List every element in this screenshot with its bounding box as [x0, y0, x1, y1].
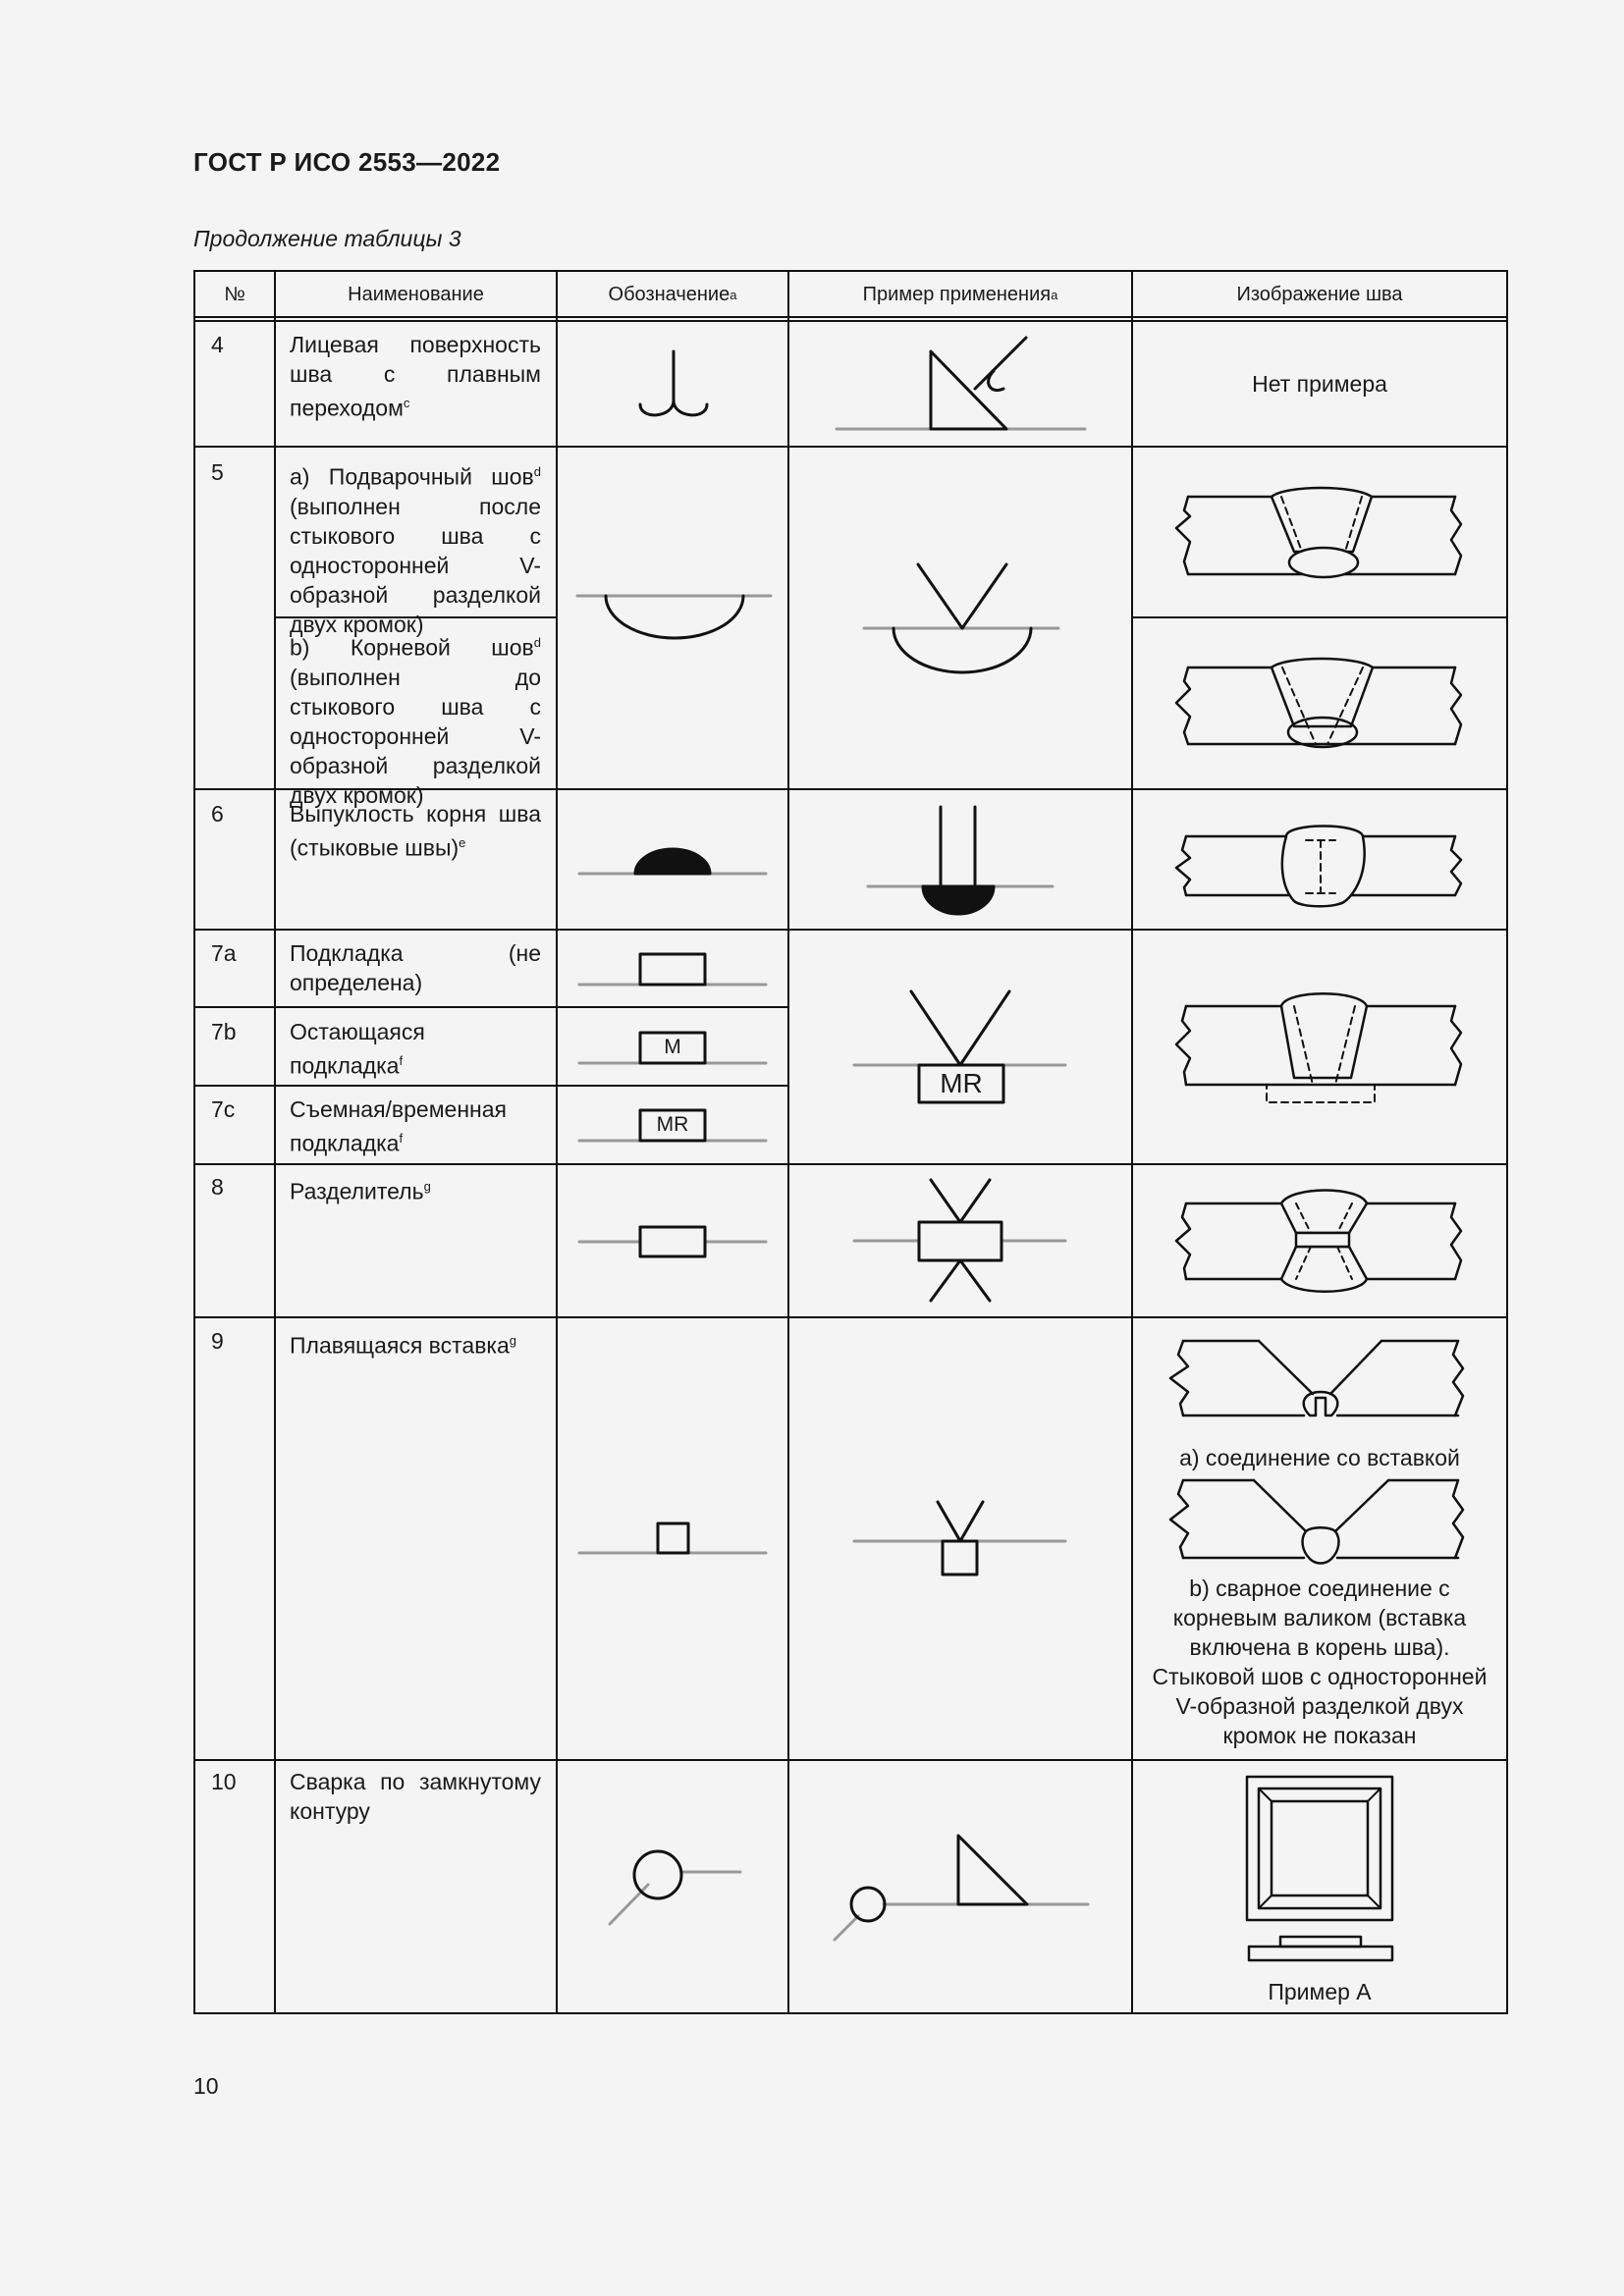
row-number: 7a: [211, 940, 237, 966]
backing-unspecified-symbol-icon: [579, 954, 766, 985]
row-name: Выпуклость корня шва (стыковые швы)$^e$: [290, 801, 541, 861]
backing-image-icon: [1176, 993, 1461, 1102]
spacer-symbol-icon: [579, 1227, 766, 1256]
row-name: Лицевая поверхность шва с плавным переходом$^c$: [290, 332, 541, 421]
backing-weld-example-icon: [864, 564, 1058, 672]
root-run-weld-image-icon: [1176, 659, 1461, 747]
header-number: №: [224, 283, 245, 305]
row-number: 6: [211, 801, 224, 827]
insert-root-run-image-icon: [1170, 1480, 1463, 1564]
insert-joint-image-icon: [1170, 1341, 1463, 1415]
root-convexity-symbol-icon: [579, 849, 766, 874]
permanent-backing-symbol-icon: [579, 1033, 766, 1063]
row-name: Разделитель$^g$: [290, 1178, 431, 1204]
all-around-image-icon: [1247, 1777, 1392, 1960]
root-convexity-image-icon: [1176, 827, 1461, 907]
table-continuation-caption: Продолжение таблицы 3: [193, 226, 461, 251]
row-number: 8: [211, 1174, 224, 1200]
row-number: 5: [211, 459, 224, 485]
row-number: 4: [211, 332, 224, 357]
no-example-text: Нет примера: [1252, 371, 1387, 397]
document-title: ГОСТ Р ИСО 2553—2022: [193, 147, 501, 177]
figure-caption-a: а) соединение со вставкой: [1179, 1445, 1460, 1470]
consumable-insert-example-icon: [854, 1502, 1065, 1575]
backing-example-icon: [854, 991, 1065, 1102]
row-number: 7b: [211, 1019, 237, 1044]
figure-caption-example-a: Пример А: [1268, 1979, 1372, 2004]
row-name: Остающаяся подкладка$^f$: [290, 1019, 425, 1079]
consumable-insert-symbol-icon: [579, 1523, 766, 1553]
row-name: Плавящаяся вставка$^g$: [290, 1332, 517, 1359]
example-label-mr: MR: [940, 1068, 983, 1098]
removable-backing-symbol-icon: [579, 1110, 766, 1141]
header-name: Наименование: [348, 283, 484, 305]
row-name: Сварка по замкнутому контуру: [290, 1769, 541, 1824]
header-example: Пример применения a: [862, 283, 1058, 305]
spacer-image-icon: [1176, 1191, 1461, 1292]
row-name: Подкладка (не определена): [290, 940, 541, 995]
fillet-smooth-example-icon: [837, 338, 1085, 429]
header-image: Изображение шва: [1236, 283, 1403, 305]
row-number: 10: [211, 1769, 237, 1794]
smooth-toe-symbol-icon: [640, 351, 707, 415]
row-number: 7c: [211, 1096, 236, 1122]
header-symbol: Обозначение a: [608, 283, 737, 305]
row-name-a: а) Подварочный шов$^d$ (выполнен после стыкового шва с односторонней V-образной разделкой двух кромок): [290, 463, 541, 637]
all-around-symbol-icon: [610, 1851, 740, 1924]
spacer-example-icon: [854, 1180, 1065, 1301]
backing-label-mr: MR: [656, 1113, 689, 1136]
figure-caption-b: b) сварное соединение с корневым валиком (вставка включена в корень шва). Стыковой шов с односторонней V-образной разделкой двух кромок не показан: [1152, 1575, 1488, 1748]
root-convexity-example-icon: [868, 807, 1053, 914]
page-number: 10: [193, 2073, 219, 2099]
row-name-b: b) Корневой шов$^d$ (выполнен до стыкового шва с односторонней V-образной разделкой двух кромок): [290, 634, 541, 808]
row-name: Съемная/временная подкладка$^f$: [290, 1096, 507, 1156]
all-around-example-icon: [835, 1836, 1088, 1940]
row-number: 9: [211, 1328, 224, 1354]
sealing-run-weld-image-icon: [1176, 488, 1461, 577]
backing-label-m: M: [664, 1036, 681, 1058]
backing-weld-symbol-icon: [577, 596, 771, 638]
